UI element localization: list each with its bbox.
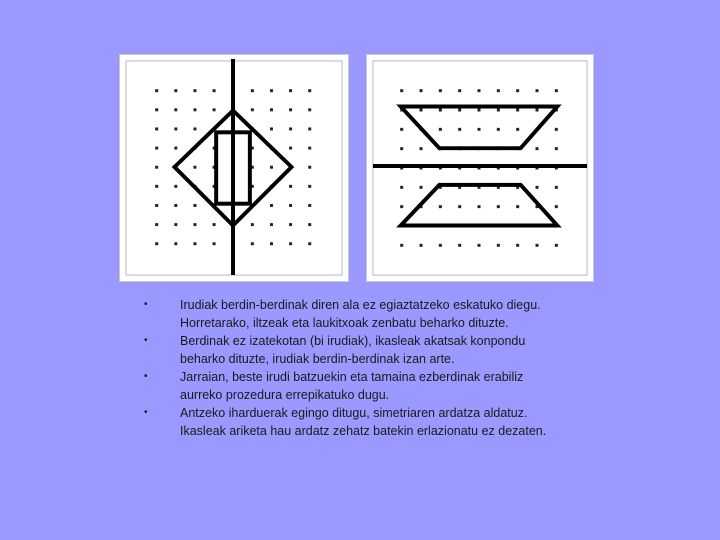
grid-dot (174, 108, 177, 111)
grid-dot (478, 128, 481, 131)
grid-dot (400, 205, 403, 208)
grid-dot (155, 166, 158, 169)
grid-dot (420, 89, 423, 92)
grid-dot (213, 89, 216, 92)
grid-dot (400, 186, 403, 189)
grid-dot (458, 205, 461, 208)
grid-dot (270, 127, 273, 130)
grid-dot (555, 205, 558, 208)
grid-dot (270, 166, 273, 169)
grid-dot (155, 89, 158, 92)
grid-dot (289, 223, 292, 226)
grid-dot (516, 109, 519, 112)
grid-dot (478, 244, 481, 247)
grid-dot (193, 204, 196, 207)
grid-dot (400, 128, 403, 131)
grid-dot (155, 223, 158, 226)
bullet-text-line: Horretarako, iltzeak eta laukitxoak zenbatu beharko dituzte. (180, 316, 509, 330)
grid-dot (270, 223, 273, 226)
grid-dot (193, 242, 196, 245)
grid-dot (439, 244, 442, 247)
top-trapezoid-shape (401, 107, 558, 149)
grid-dot (213, 242, 216, 245)
grid-dot (193, 166, 196, 169)
grid-dot (308, 204, 311, 207)
left-figure-panel (119, 54, 349, 282)
grid-dot (497, 205, 500, 208)
grid-dot (155, 147, 158, 150)
grid-dot (536, 109, 539, 112)
grid-dot (193, 127, 196, 130)
grid-dot (289, 147, 292, 150)
grid-dot (155, 185, 158, 188)
grid-dot (497, 109, 500, 112)
grid-dot (536, 89, 539, 92)
grid-dot (555, 89, 558, 92)
grid-dot (439, 128, 442, 131)
bullet-marker: • (144, 407, 148, 418)
grid-dot (193, 223, 196, 226)
grid-dot (439, 89, 442, 92)
grid-dot (458, 89, 461, 92)
grid-dot (213, 108, 216, 111)
grid-dot (516, 89, 519, 92)
grid-dot (289, 204, 292, 207)
grid-dot (497, 128, 500, 131)
grid-dot (270, 89, 273, 92)
bullet-text-line: Jarraian, beste irudi batzuekin eta tamaina ezberdinak erabiliz (180, 370, 524, 384)
grid-dot (251, 108, 254, 111)
bullet-text-line: Irudiak berdin-berdinak diren ala ez egiaztatzeko eskatuko diegu. (180, 298, 541, 312)
bullet-item (140, 404, 610, 440)
grid-dot (289, 185, 292, 188)
grid-dot (458, 244, 461, 247)
grid-dot (308, 147, 311, 150)
grid-dot (251, 89, 254, 92)
bullet-item (140, 368, 610, 404)
grid-dot (536, 147, 539, 150)
grid-dot (478, 89, 481, 92)
grid-dot (270, 108, 273, 111)
bullet-marker: • (144, 335, 148, 346)
bullet-text-line: aurreko prozedura errepikatuko dugu. (180, 388, 390, 402)
grid-dot (400, 147, 403, 150)
grid-dot (213, 223, 216, 226)
grid-dot (308, 185, 311, 188)
grid-dot (308, 89, 311, 92)
grid-dot (439, 109, 442, 112)
grid-dot (308, 166, 311, 169)
bullet-item (140, 332, 610, 368)
bullet-marker: • (144, 299, 148, 310)
grid-dot (555, 186, 558, 189)
grid-dot (555, 128, 558, 131)
grid-dot (270, 204, 273, 207)
grid-dot (497, 244, 500, 247)
grid-dot (400, 89, 403, 92)
grid-dot (289, 89, 292, 92)
grid-dot (478, 205, 481, 208)
grid-dot (439, 205, 442, 208)
grid-dot (420, 186, 423, 189)
left-geoboard-figure (120, 55, 348, 281)
grid-dot (516, 128, 519, 131)
grid-dot (193, 108, 196, 111)
grid-dot (308, 223, 311, 226)
bullet-text-line: Berdinak ez izatekotan (bi irudiak), ikasleak akatsak konpondu (180, 334, 526, 348)
grid-dot (174, 127, 177, 130)
grid-dot (193, 89, 196, 92)
grid-dot (536, 186, 539, 189)
bullet-text-line: beharko dituzte, irudiak berdin-berdinak izan arte. (180, 352, 455, 366)
grid-dot (308, 242, 311, 245)
grid-dot (289, 127, 292, 130)
bullet-item (140, 296, 610, 332)
grid-dot (555, 244, 558, 247)
grid-dot (270, 242, 273, 245)
grid-dot (478, 109, 481, 112)
grid-dot (555, 147, 558, 150)
grid-dot (420, 244, 423, 247)
grid-dot (420, 147, 423, 150)
grid-dot (308, 127, 311, 130)
grid-dot (174, 204, 177, 207)
grid-dot (420, 109, 423, 112)
grid-dot (251, 242, 254, 245)
bullet-list (140, 296, 610, 440)
bullet-text-line: Ikasleak ariketa hau ardatz zehatz batekin erlazionatu ez dezaten. (180, 424, 547, 438)
grid-dot (497, 89, 500, 92)
grid-dot (289, 108, 292, 111)
grid-dot (174, 147, 177, 150)
grid-dot (174, 185, 177, 188)
grid-dot (289, 242, 292, 245)
grid-dot (174, 223, 177, 226)
grid-dot (516, 205, 519, 208)
grid-dot (308, 108, 311, 111)
grid-dot (155, 204, 158, 207)
grid-dot (458, 109, 461, 112)
right-geoboard-figure (367, 55, 593, 281)
bullet-text-line: Antzeko iharduerak egingo ditugu, simetriaren ardatza aldatuz. (180, 406, 528, 420)
grid-dot (174, 89, 177, 92)
grid-dot (516, 244, 519, 247)
grid-dot (251, 223, 254, 226)
grid-dot (400, 244, 403, 247)
grid-dot (155, 242, 158, 245)
right-figure-panel (366, 54, 594, 282)
grid-dot (155, 127, 158, 130)
bullet-marker: • (144, 371, 148, 382)
grid-dot (155, 108, 158, 111)
grid-dot (458, 128, 461, 131)
grid-dot (536, 244, 539, 247)
grid-dot (174, 242, 177, 245)
